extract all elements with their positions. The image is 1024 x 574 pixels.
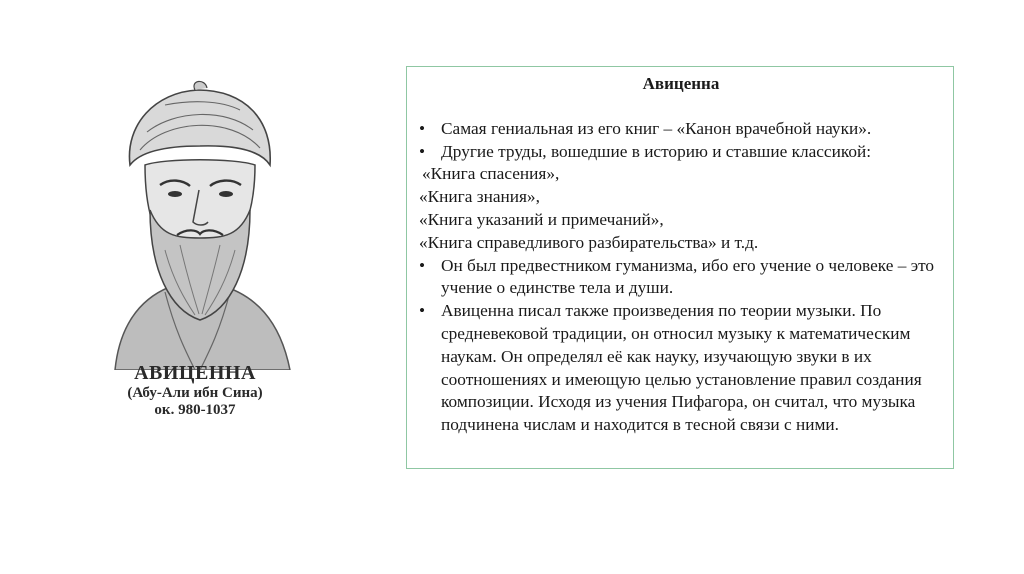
avicenna-portrait [95,70,300,370]
bullet-item [419,118,943,141]
caption-fullname: (Абу-Али ибн Сина) [127,385,263,401]
bullet-symbol: • [419,118,426,138]
caption-name: АВИЦЕННА [134,362,256,384]
portrait-caption [90,362,300,420]
bullet-text: Другие труды, вошедшие в историю и ставшие классикой: [441,141,872,161]
bullet-item [419,300,943,437]
bullet-text: Он был предвестником гуманизма, ибо его учение о человеке – это учение о единстве тела и души. [441,255,935,298]
work-title: «Книга спасения», [422,164,560,184]
work-title: «Книга знания», [419,187,540,207]
bullet-symbol: • [419,301,426,321]
bullet-item [419,255,943,301]
portrait-drawing [95,70,300,370]
bullet-symbol: • [419,141,426,161]
bullet-symbol: • [419,255,426,275]
work-title: «Книга указаний и примечаний», [419,209,664,229]
bullet-text: Авиценна писал также произведения по теории музыки. По средневековой традиции, он относил музыку к математическим наукам. Он определял её как науку, изучающую звуки в их соотношениях и имеющую целью установление правил создания композиции. Исходя из учения Пифагора, он считал, что музыка подчинена числам и находится в тесной связи с ними. [441,301,922,435]
box-title: Авиценна [642,74,720,93]
bullet-item [419,141,943,164]
info-text-box [406,66,954,469]
work-title: «Книга справедливого разбирательства» и т.д. [419,232,759,252]
caption-years: ок. 980-1037 [154,402,236,419]
bullet-text: Самая гениальная из его книг – «Канон врачебной науки». [441,118,872,138]
